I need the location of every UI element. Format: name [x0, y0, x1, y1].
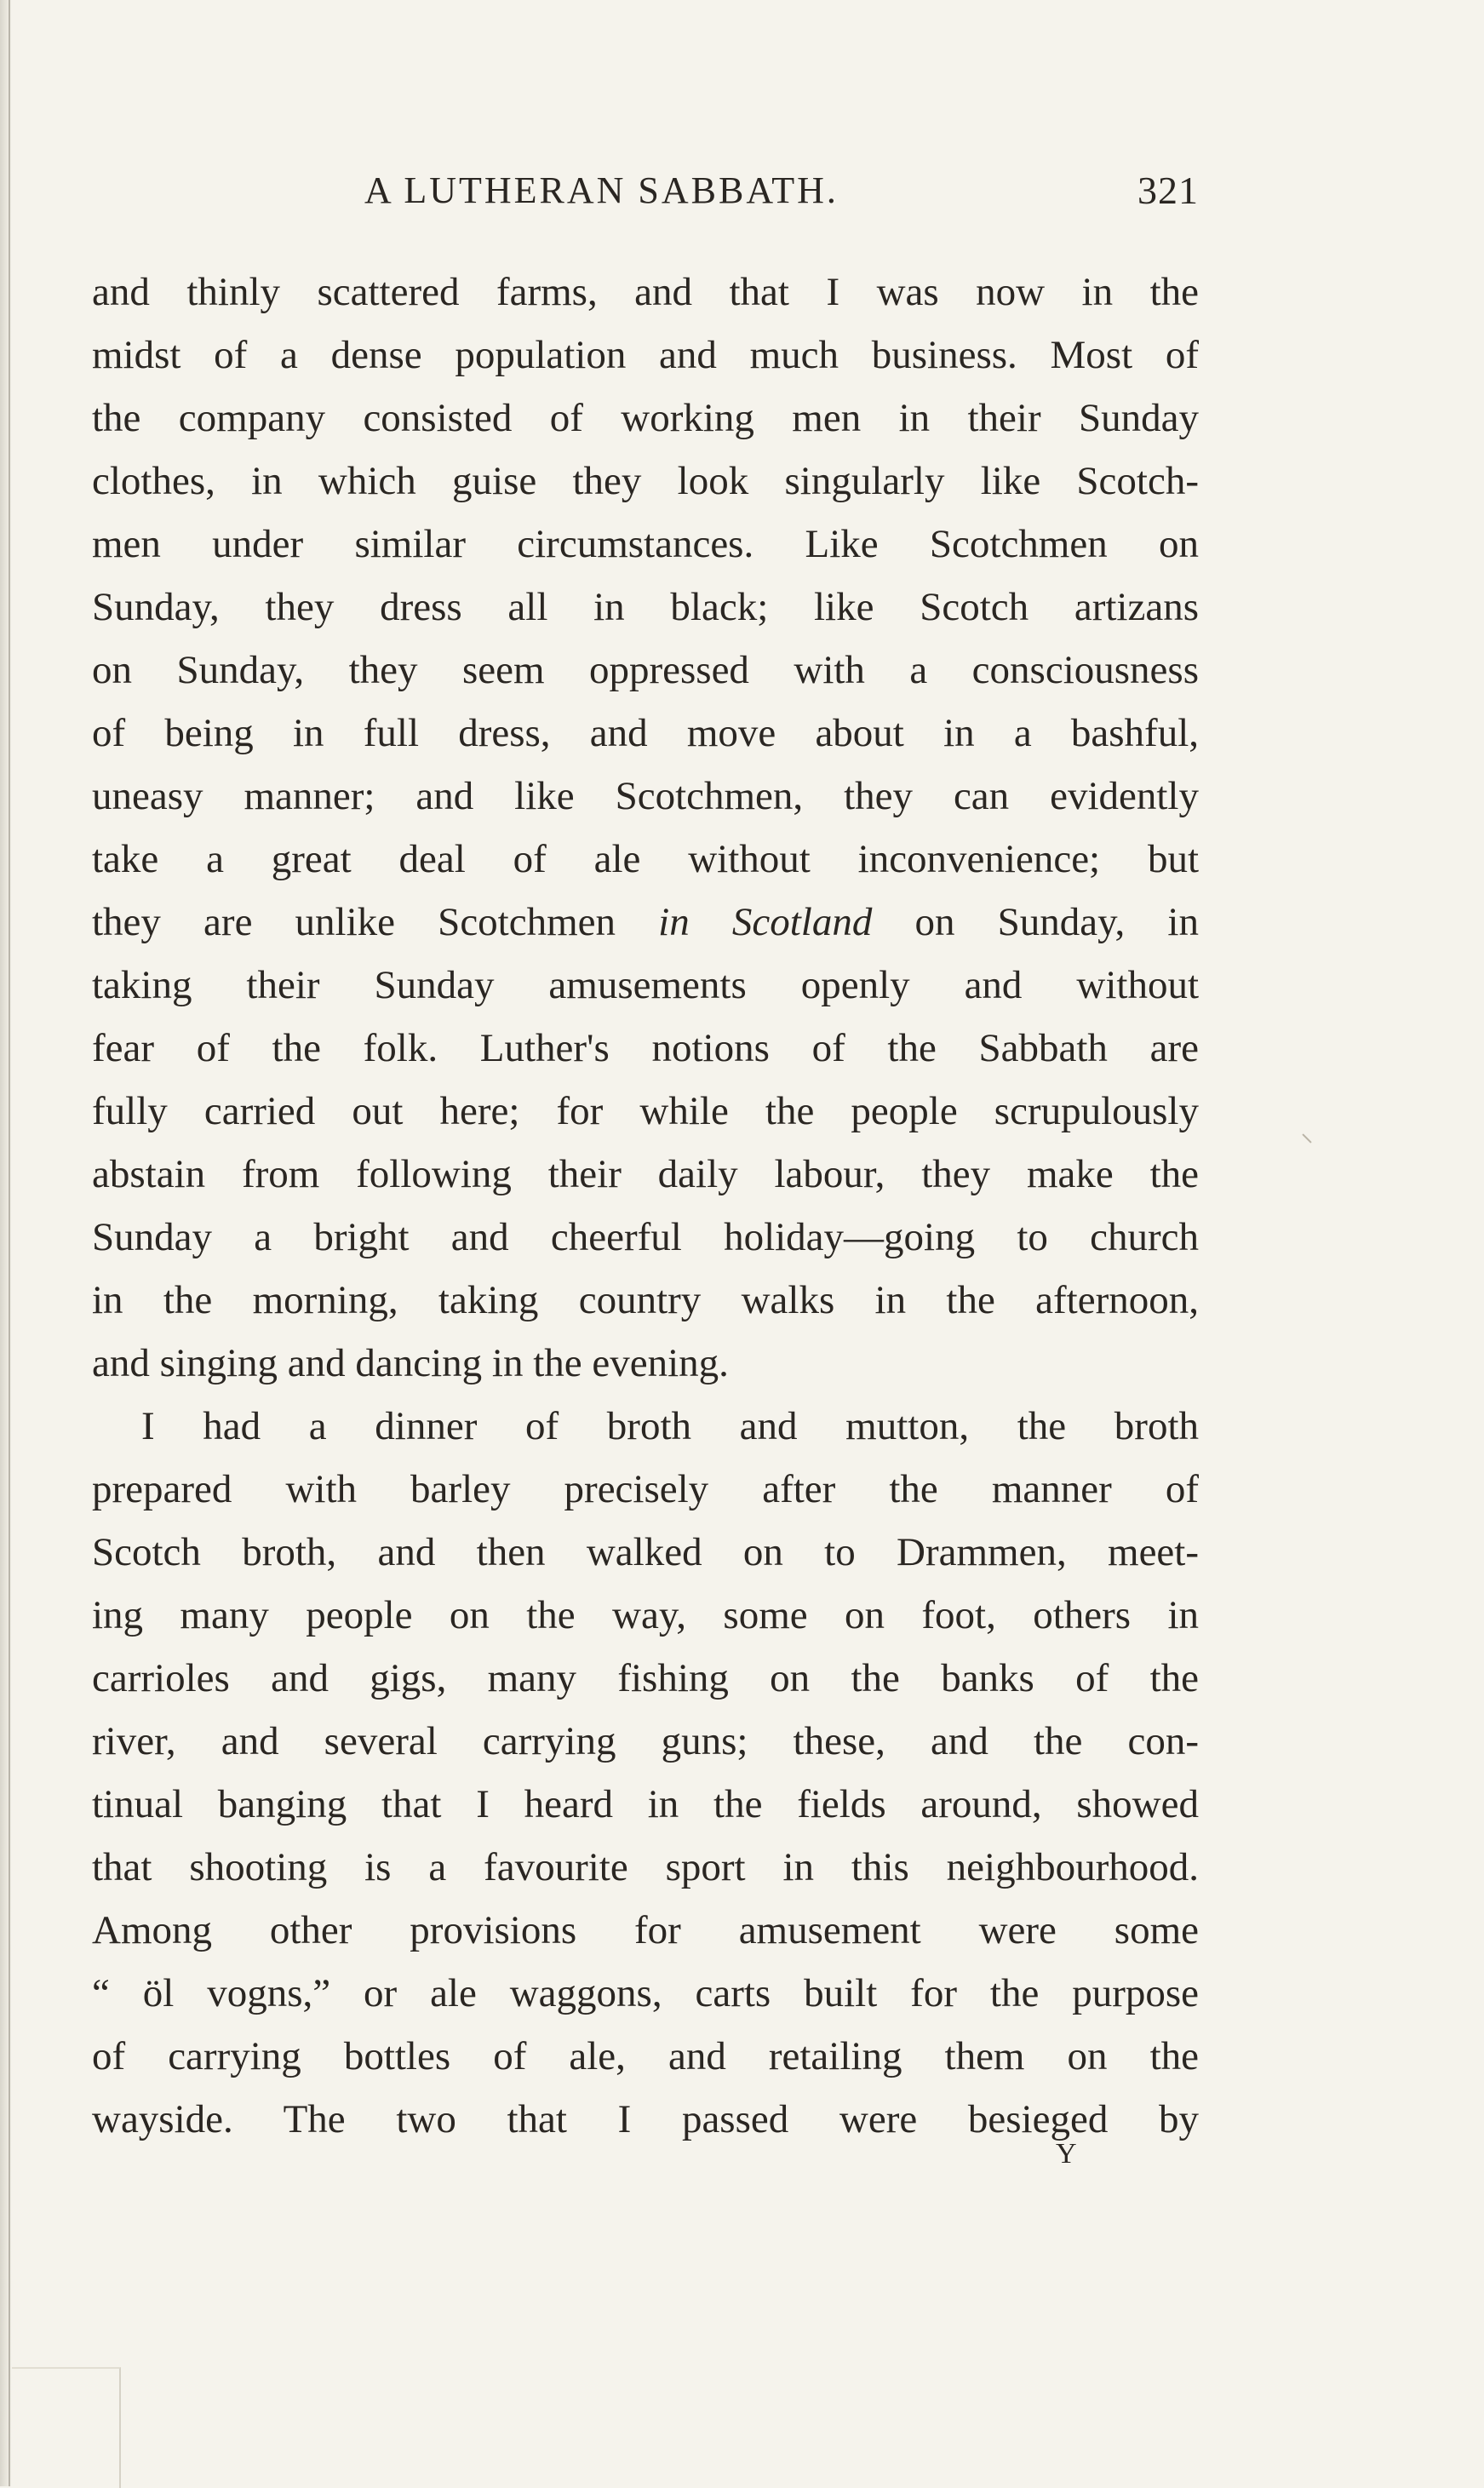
- text-line: Sunday a bright and cheerful holiday—going to church: [92, 1215, 1199, 1259]
- text-line: abstain from following their daily labour, they make the: [92, 1152, 1199, 1196]
- text-line: of being in full dress, and move about in a bashful,: [92, 711, 1199, 755]
- text-line: and thinly scattered farms, and that I was now in the: [92, 270, 1199, 314]
- text-line: prepared with barley precisely after the manner of: [92, 1467, 1199, 1511]
- running-head: A LUTHERAN SABBATH.: [364, 169, 839, 211]
- stray-ink-mark: [1302, 1133, 1311, 1143]
- text-line: in the morning, taking country walks in the afternoon,: [92, 1278, 1199, 1322]
- page-corner-edge: [12, 2367, 121, 2488]
- text-line: of carrying bottles of ale, and retailing them on the: [92, 2034, 1199, 2078]
- page-number: 321: [1137, 169, 1199, 212]
- text-line: wayside. The two that I passed were besieged by: [92, 2097, 1199, 2141]
- text-line: tinual banging that I heard in the fields around, showed: [92, 1782, 1199, 1826]
- text-line: carrioles and gigs, many fishing on the banks of the: [92, 1656, 1199, 1700]
- text-segment: on Sunday, in: [872, 900, 1199, 944]
- text-line: midst of a dense population and much business. Most of: [92, 333, 1199, 377]
- text-line: Scotch broth, and then walked on to Drammen, meet-: [92, 1530, 1199, 1574]
- text-line: clothes, in which guise they look singularly like Scotch-: [92, 459, 1199, 503]
- text-line: take a great deal of ale without inconvenience; but: [92, 837, 1199, 881]
- text-line: Among other provisions for amusement were some: [92, 1908, 1199, 1952]
- page-header: [92, 167, 1199, 218]
- page-edge-line: [9, 0, 10, 2486]
- paragraph-end-line: and singing and dancing in the evening.: [92, 1341, 729, 1385]
- text-line: the company consisted of working men in their Sunday: [92, 396, 1199, 440]
- paragraph-first-line: I had a dinner of broth and mutton, the broth: [141, 1404, 1199, 1448]
- text-line: fear of the folk. Luther's notions of the Sabbath are: [92, 1026, 1199, 1070]
- text-line: fully carried out here; for while the people scrupulously: [92, 1089, 1199, 1133]
- body-text: [92, 261, 1199, 2151]
- text-line: uneasy manner; and like Scotchmen, they can evidently: [92, 774, 1199, 818]
- text-line: men under similar circumstances. Like Scotchmen on: [92, 522, 1199, 566]
- signature-mark: Y: [1056, 2138, 1078, 2170]
- text-line: ing many people on the way, some on foot, others in: [92, 1593, 1199, 1637]
- text-line: that shooting is a favourite sport in this neighbourhood.: [92, 1845, 1199, 1889]
- text-line-with-italic: [92, 891, 1199, 954]
- text-line: “ öl vogns,” or ale waggons, carts built for the purpose: [92, 1971, 1199, 2015]
- text-line: taking their Sunday amusements openly and without: [92, 963, 1199, 1007]
- italic-place-name: in Scotland: [658, 900, 873, 944]
- text-segment: they are unlike Scotchmen: [92, 900, 659, 944]
- text-line: river, and several carrying guns; these, and the con-: [92, 1719, 1199, 1763]
- text-line: on Sunday, they seem oppressed with a consciousness: [92, 648, 1199, 692]
- text-line: Sunday, they dress all in black; like Scotch artizans: [92, 585, 1199, 629]
